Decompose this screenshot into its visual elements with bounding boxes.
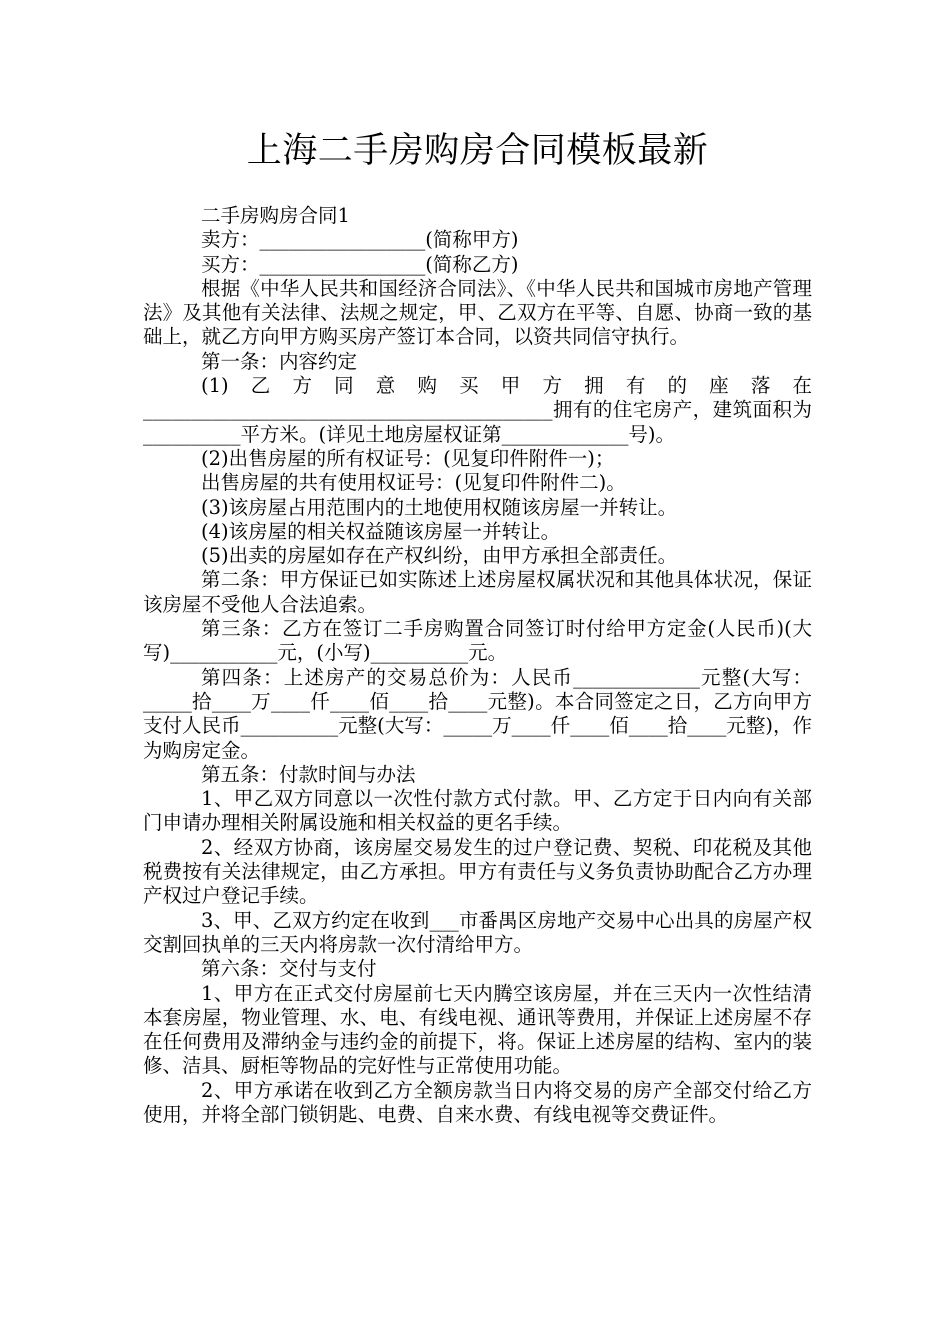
document-title: 上海二手房购房合同模板最新 bbox=[246, 131, 709, 171]
paragraph: 1、甲方在正式交付房屋前七天内腾空该房屋，并在三天内一次性结清本套房屋，物业管理、水、电、有线电视、通讯等费用，并保证上述房屋不存在任何费用及滞纳金与违约金的前提下，将。保证上述房屋的结构、室内的装修、洁具、厨柜等物品的完好性与正常使用功能。 bbox=[143, 981, 812, 1078]
paragraph: (5)出卖的房屋如存在产权纠纷，由甲方承担全部责任。 bbox=[201, 544, 678, 568]
paragraph: 二手房购房合同1 bbox=[201, 204, 350, 227]
document-body bbox=[143, 204, 812, 1127]
paragraph: 2、甲方承诺在收到乙方全额房款当日内将交易的房产全部交付给乙方使用，并将全部门锁钥匙、电费、自来水费、有线电视等交费证件。 bbox=[143, 1078, 812, 1126]
paragraph: 第一条：内容约定 bbox=[201, 349, 358, 373]
paragraph: 3、甲、乙双方约定在收到___市番禺区房地产交易中心出具的房屋产权交割回执单的三天内将房款一次付清给甲方。 bbox=[143, 908, 812, 956]
paragraph: (3)该房屋占用范围内的土地使用权随该房屋一并转让。 bbox=[201, 495, 678, 519]
paragraph: 2、经双方协商，该房屋交易发生的过户登记费、契税、印花税及其他税费按有关法律规定，由乙方承担。甲方有责任与义务负责协助配合乙方办理产权过户登记手续。 bbox=[143, 835, 812, 908]
paragraph: 第六条：交付与支付 bbox=[201, 957, 377, 981]
paragraph: (4)该房屋的相关权益随该房屋一并转让。 bbox=[201, 519, 561, 543]
paragraph: (2)出售房屋的所有权证号：(见复印件附件一)； bbox=[201, 446, 615, 470]
paragraph: (1)乙方同意购买甲方拥有的座落在__________________________________________拥有的住宅房产，建筑面积为__________平方米。(详见土地房屋权证第_____________号)。 bbox=[143, 374, 812, 446]
paragraph: 1、甲乙双方同意以一次性付款方式付款。甲、乙方定于日内向有关部门申请办理相关附属设施和相关权益的更名手续。 bbox=[143, 787, 812, 835]
paragraph: 第四条：上述房产的交易总价为：人民币_____________元整(大写：_____拾____万____仟____佰____拾____元整)。本合同签定之日，乙方向甲方支付人民币__________元整(大写：_____万____仟____佰____拾____元整)，作为购房定金。 bbox=[143, 665, 812, 762]
paragraph: 第五条：付款时间与办法 bbox=[201, 762, 416, 786]
paragraph: 出售房屋的共有使用权证号：(见复印件附件二)。 bbox=[201, 471, 626, 495]
paragraph: 根据《中华人民共和国经济合同法》、《中华人民共和国城市房地产管理法》及其他有关法律、法规之规定，甲、乙双方在平等、自愿、协商一致的基础上，就乙方向甲方购买房产签订本合同，以资共同信守执行。 bbox=[143, 276, 812, 349]
paragraph: 买方：_________________(简称乙方) bbox=[201, 252, 519, 276]
paragraph: 第二条：甲方保证已如实陈述上述房屋权属状况和其他具体状况，保证该房屋不受他人合法追索。 bbox=[143, 568, 812, 616]
paragraph: 卖方：_________________(简称甲方) bbox=[201, 228, 519, 252]
paragraph: 第三条：乙方在签订二手房购置合同签订时付给甲方定金(人民币)(大写)___________元，(小写)__________元。 bbox=[143, 617, 812, 665]
